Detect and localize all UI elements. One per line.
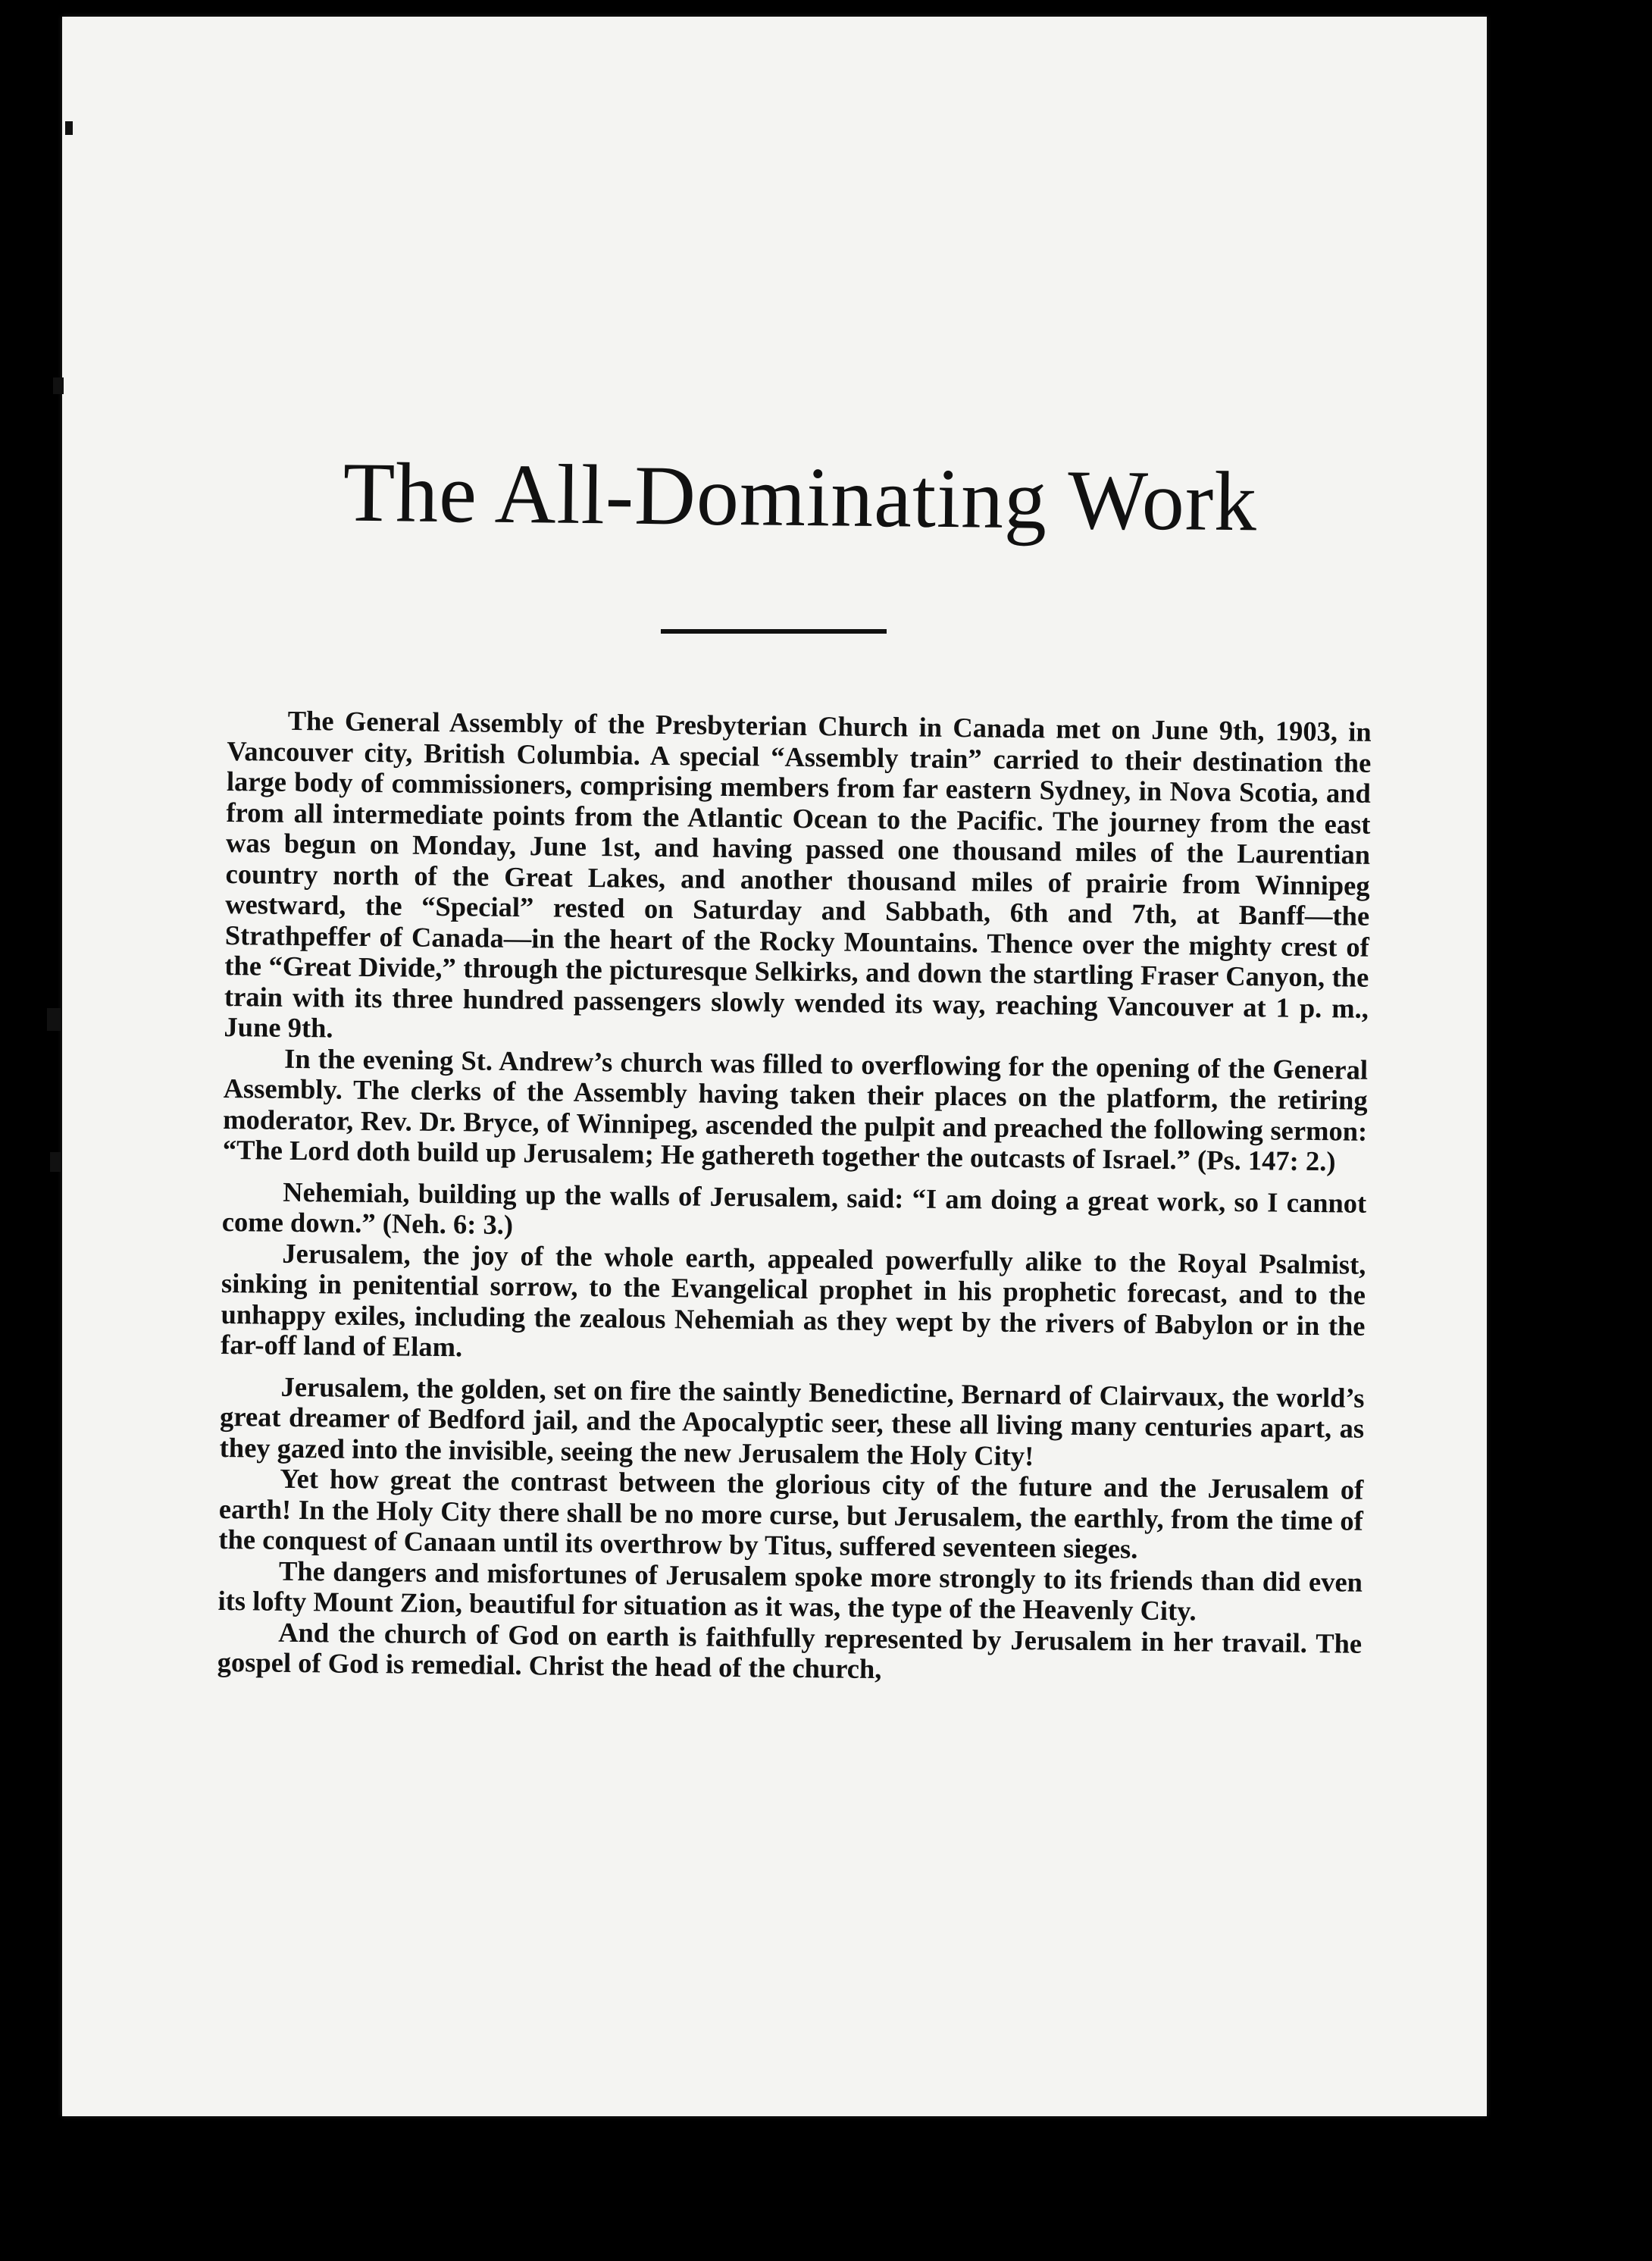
- paragraph-contrast: Yet how great the contrast between the glorious city of the future and the Jerusalem of earth! In the Holy City there shall be no more curse, but Jerusalem, the earthly, from the time of the conquest of Canaan until its overthrow by Titus, suffered seventeen sieges.: [218, 1462, 1364, 1564]
- paragraph-jerusalem-golden: Jerusalem, the golden, set on fire the saintly Benedictine, Bernard of Clairvaux, the world’s great dreamer of Bedford jail, and the Apocalyptic seer, these all living many centuries apart, as they gazed into the invisible, seeing the new Jerusalem the Holy City!: [219, 1370, 1365, 1471]
- paragraph-dangers: The dangers and misfortunes of Jerusalem spoke more strongly to its friends than did even its lofty Mount Zion, beautiful for situation as it was, the type of the Heavenly City.: [217, 1555, 1363, 1627]
- binding-mark: [47, 1008, 61, 1031]
- title-divider: [661, 629, 887, 634]
- binding-mark: [53, 377, 64, 394]
- binding-mark: [50, 1152, 61, 1172]
- paragraph-nehemiah: Nehemiah, building up the walls of Jerusalem, said: “I am doing a great work, so I cannot come down.” (Neh. 6: 3.): [221, 1176, 1367, 1240]
- document-page: [62, 17, 1487, 2116]
- paragraph-church-of-god: And the church of God on earth is faithfully represented by Jerusalem in her travail. The gospel of God is remedial. Christ the head of the church,: [217, 1616, 1363, 1685]
- binding-mark: [65, 121, 73, 135]
- paragraph-joy-of-earth: Jerusalem, the joy of the whole earth, appealed powerfully alike to the Royal Psalmist, sinking in penitential sorrow, to the Evangelical prophet in his prophetic forecast, and to the unhappy exiles, including the zealous Nehemiah as they wept by the rivers of Babylon or in the far-off land of Elam.: [220, 1237, 1366, 1363]
- paragraph-assembly-journey: The General Assembly of the Presbyterian Church in Canada met on June 9th, 1903, in Vancouver city, British Columbia. A special “Assembly train” carried to their destination the large body of commissioners, comprising members from far eastern Sydney, in Nova Scotia, and from all intermediate points from the Atlantic Ocean to the Pacific. The journey from the east was begun on Monday, June 1st, and having passed one thousand miles of the Laurentian country north of the Great Lakes, and another thousand miles of prairie from Winnipeg westward, the “Special” rested on Saturday and Sabbath, 6th and 7th, at Banff—the Strathpeffer of Canada—in the heart of the Rocky Mountains. Thence over the mighty crest of the “Great Divide,” through the picturesque Selkirks, and down the startling Fraser Canyon, the train with its three hundred passengers slowly wended its way, reaching Vancouver at 1 p. m., June 9th.: [224, 704, 1372, 1044]
- paragraph-evening-sermon: In the evening St. Andrew’s church was filled to overflowing for the opening of the General Assembly. The clerks of the Assembly having taken their places on the platform, the retiring moderator, Rev. Dr. Bryce, of Winnipeg, ascended the pulpit and preached the following sermon: “The Lord doth build up Jerusalem; He gathereth together the outcasts of Israel.” (Ps. 147: 2.): [222, 1042, 1369, 1177]
- page-title: The All-Dominating Work: [343, 445, 1258, 550]
- body-text: [217, 705, 1372, 1689]
